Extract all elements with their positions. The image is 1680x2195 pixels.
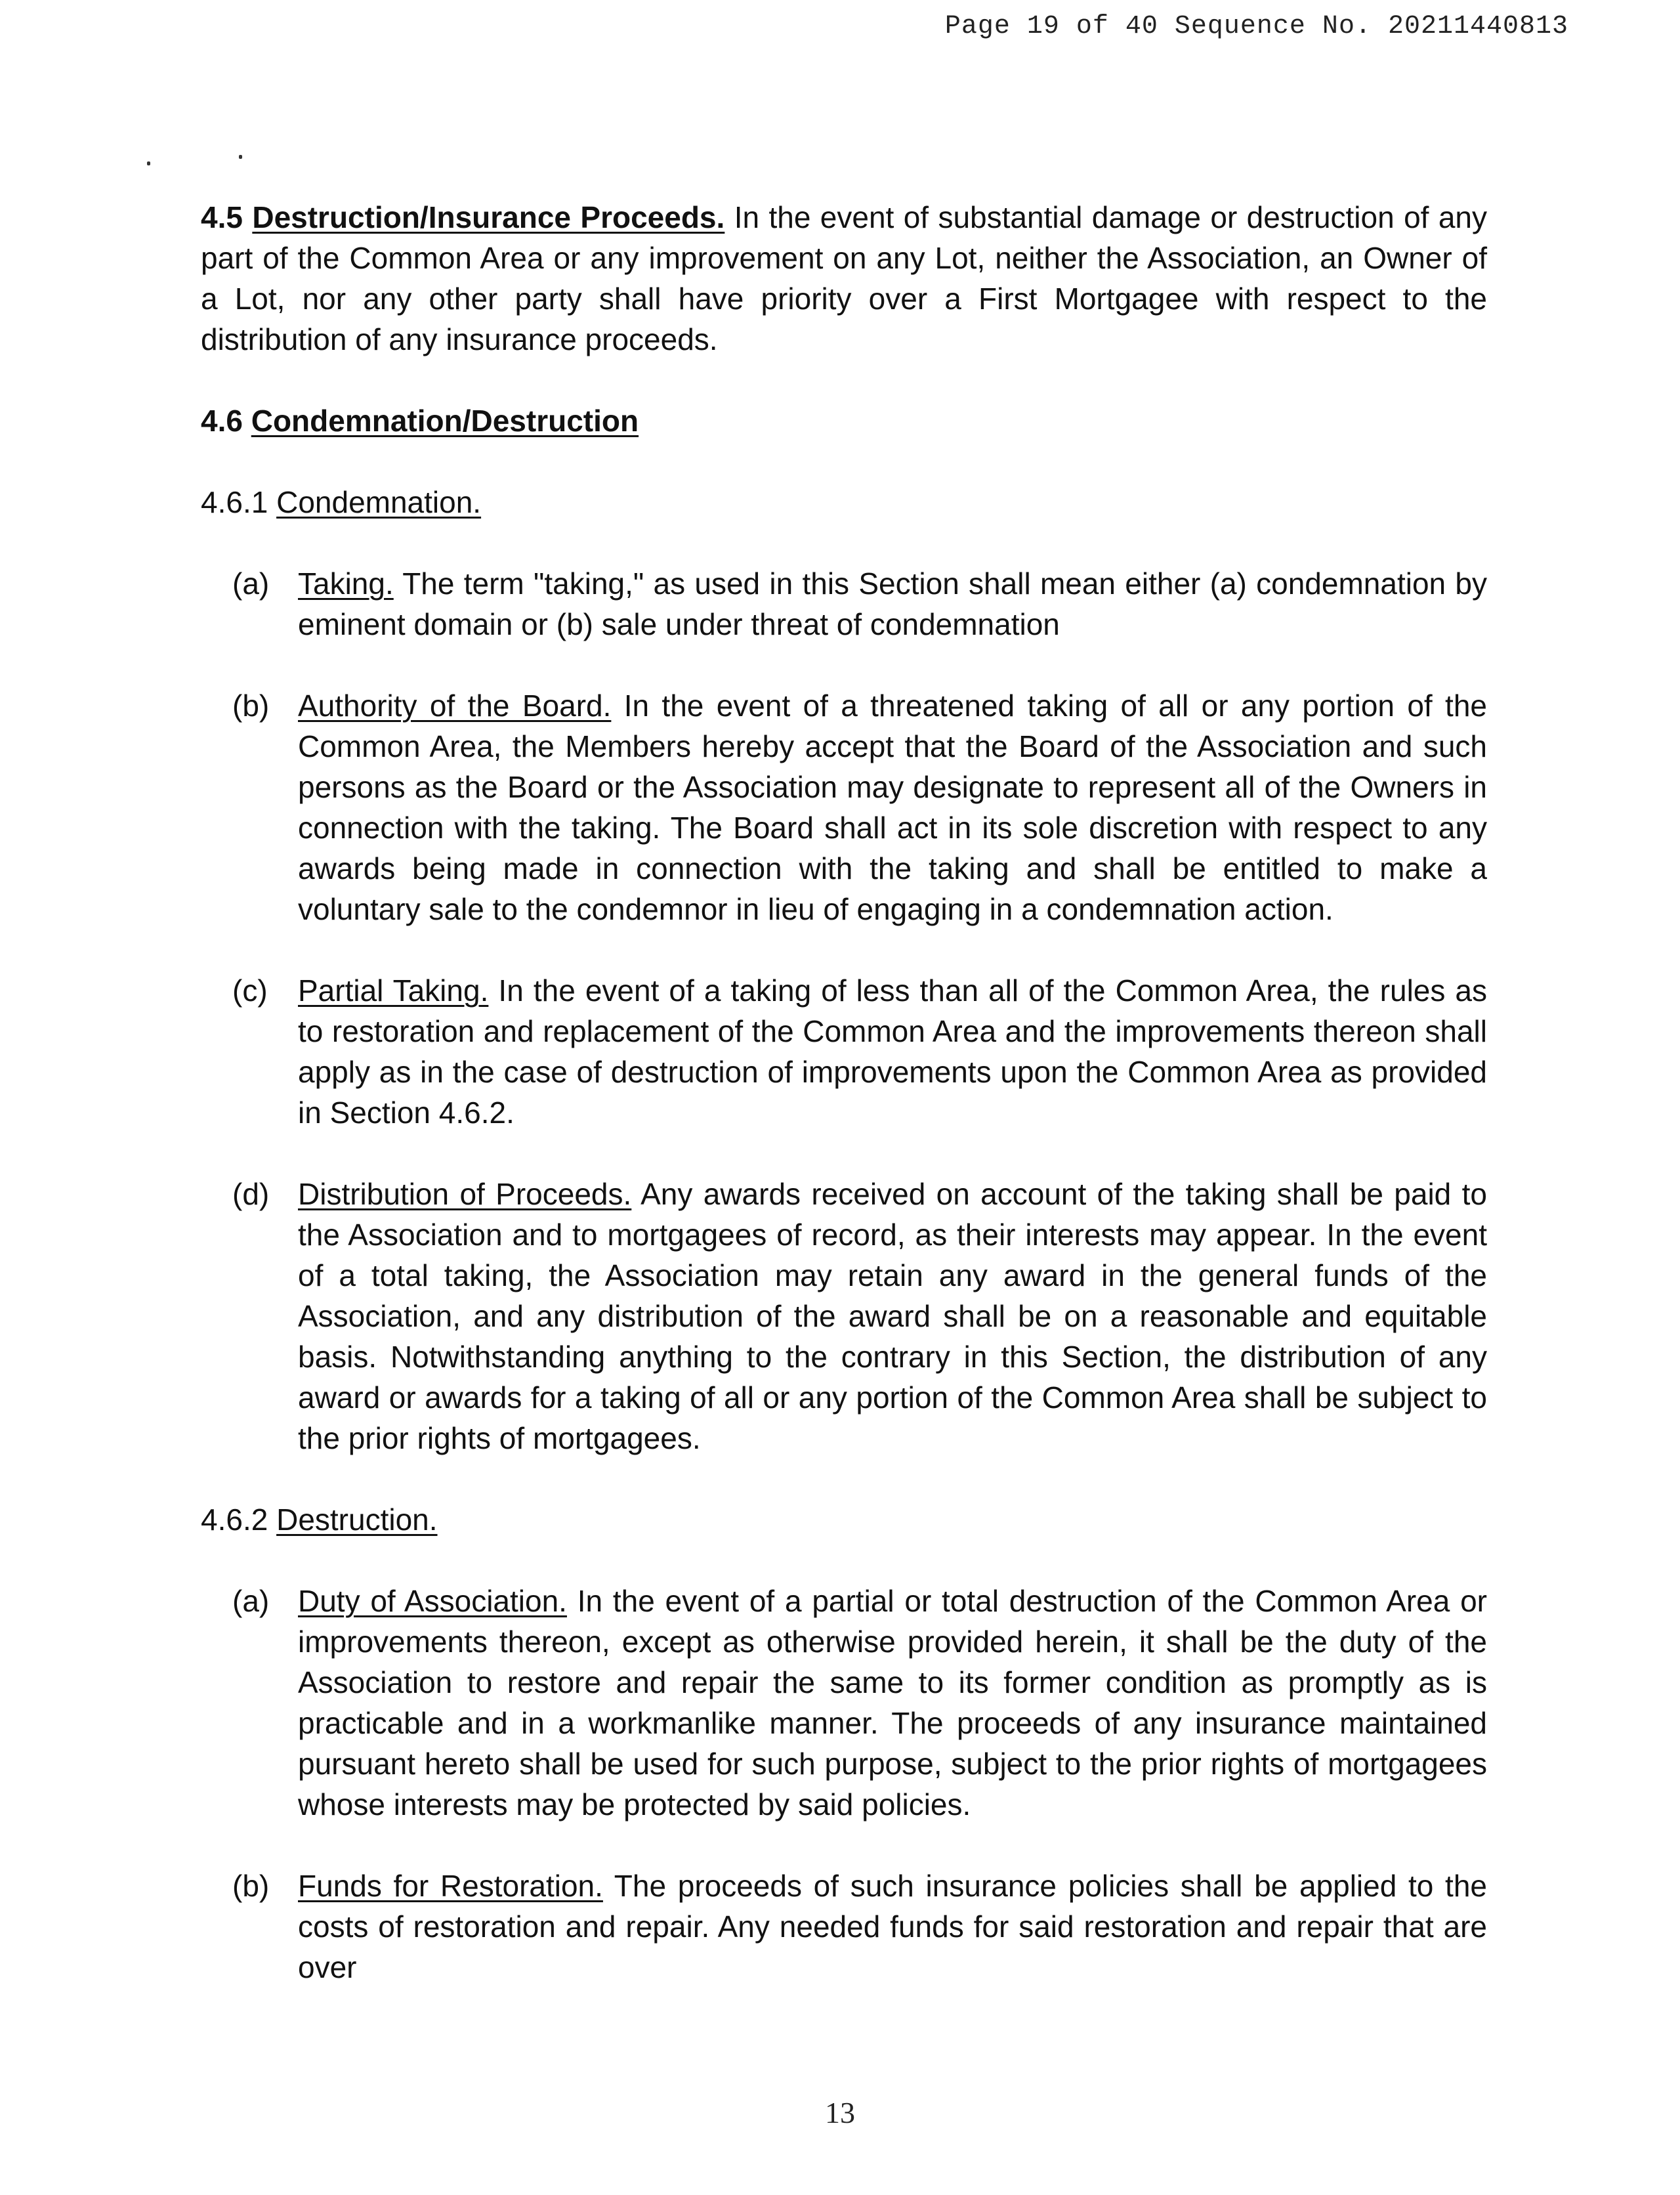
scan-speck — [239, 155, 242, 159]
item-body: In the event of a threatened taking of all or any portion of the Common Area, the Members hereby accept that the Board of the Association and such persons as the Board or the Association may designate to represent all of the Owners in connection with the taking. The Board shall act in its sole discretion with respect to any awards being made in connection with the taking and shall be entitled to make a voluntary sale to the condemnor in lieu of engaging in a condemnation action. — [298, 689, 1487, 926]
section-4-6-title: Condemnation/Destruction — [251, 404, 639, 438]
section-4-6-number: 4.6 — [201, 404, 243, 438]
item-label: (b) — [232, 1869, 270, 1903]
item-label: (c) — [232, 973, 268, 1008]
condemnation-item-a — [232, 563, 1487, 645]
page-number: 13 — [825, 2096, 855, 2129]
item-label: (a) — [232, 1584, 270, 1618]
item-title: Duty of Association. — [298, 1584, 567, 1618]
section-4-5-title: Destruction/Insurance Proceeds. — [252, 200, 725, 234]
item-body: Any awards received on account of the taking shall be paid to the Association and to mortgagees of record, as their interests may appear. In the event of a total taking, the Association may retain any award in the general funds of the Association, and any distribution of the award shall be on a reasonable and equitable basis. Notwithstanding anything to the contrary in this Section, the distribution of any award or awards for a taking of all or any portion of the Common Area shall be subject to the prior rights of mortgagees. — [298, 1177, 1487, 1455]
section-4-6-2-heading — [201, 1499, 1487, 1540]
section-4-5 — [201, 197, 1487, 360]
section-4-5-body: In the event of substantial damage or destruction of any part of the Common Area or any improvement on any Lot, neither the Association, an Owner of a Lot, nor any other party shall have priority over a First Mortgagee with respect to the distribution of any insurance proceeds. — [201, 200, 1487, 356]
item-body: In the event of a taking of less than all of the Common Area, the rules as to restoration and replacement of the Common Area and the improvements thereon shall apply as in the case of destruction of improvements upon the Common Area as provided in Section 4.6.2. — [298, 973, 1488, 1130]
item-title: Authority of the Board. — [298, 689, 612, 723]
item-body: The proceeds of such insurance policies shall be applied to the costs of restoration and repair. Any needed funds for said restoration and repair that are over — [298, 1869, 1487, 1984]
item-title: Funds for Restoration. — [298, 1869, 603, 1903]
item-title: Distribution of Proceeds. — [298, 1177, 632, 1211]
item-label: (b) — [232, 689, 270, 723]
section-4-6-heading — [201, 400, 1487, 441]
section-4-5-number: 4.5 — [201, 200, 243, 234]
condemnation-item-c — [232, 970, 1487, 1133]
condemnation-item-b — [232, 685, 1487, 929]
section-4-6-2-number: 4.6.2 — [201, 1502, 268, 1537]
item-label: (d) — [232, 1177, 270, 1211]
item-title: Taking. — [298, 566, 394, 601]
item-label: (a) — [232, 566, 270, 601]
item-body: In the event of a partial or total destruction of the Common Area or improvements thereon, except as otherwise provided herein, it shall be the duty of the Association to restore and repair the same to its former condition as promptly as is practicable and in a workmanlike manner. The proceeds of any insurance maintained pursuant hereto shall be used for such purpose, subject to the prior rights of mortgagees whose interests may be protected by said policies. — [298, 1584, 1487, 1822]
section-4-6-1-title: Condemnation. — [276, 485, 482, 519]
scan-speck — [147, 161, 150, 165]
section-4-6-1-heading — [201, 482, 1487, 522]
item-body: The term "taking," as used in this Section shall mean either (a) condemnation by eminent domain or (b) sale under threat of condemnation — [298, 566, 1487, 641]
condemnation-item-d — [232, 1174, 1487, 1459]
destruction-item-a — [232, 1581, 1487, 1825]
destruction-item-b — [232, 1865, 1487, 1988]
page-header: Page 19 of 40 Sequence No. 20211440813 — [944, 12, 1568, 41]
document-body — [201, 197, 1487, 2028]
section-4-6-1-number: 4.6.1 — [201, 485, 268, 519]
item-title: Partial Taking. — [298, 973, 489, 1008]
section-4-6-2-title: Destruction. — [276, 1502, 438, 1537]
